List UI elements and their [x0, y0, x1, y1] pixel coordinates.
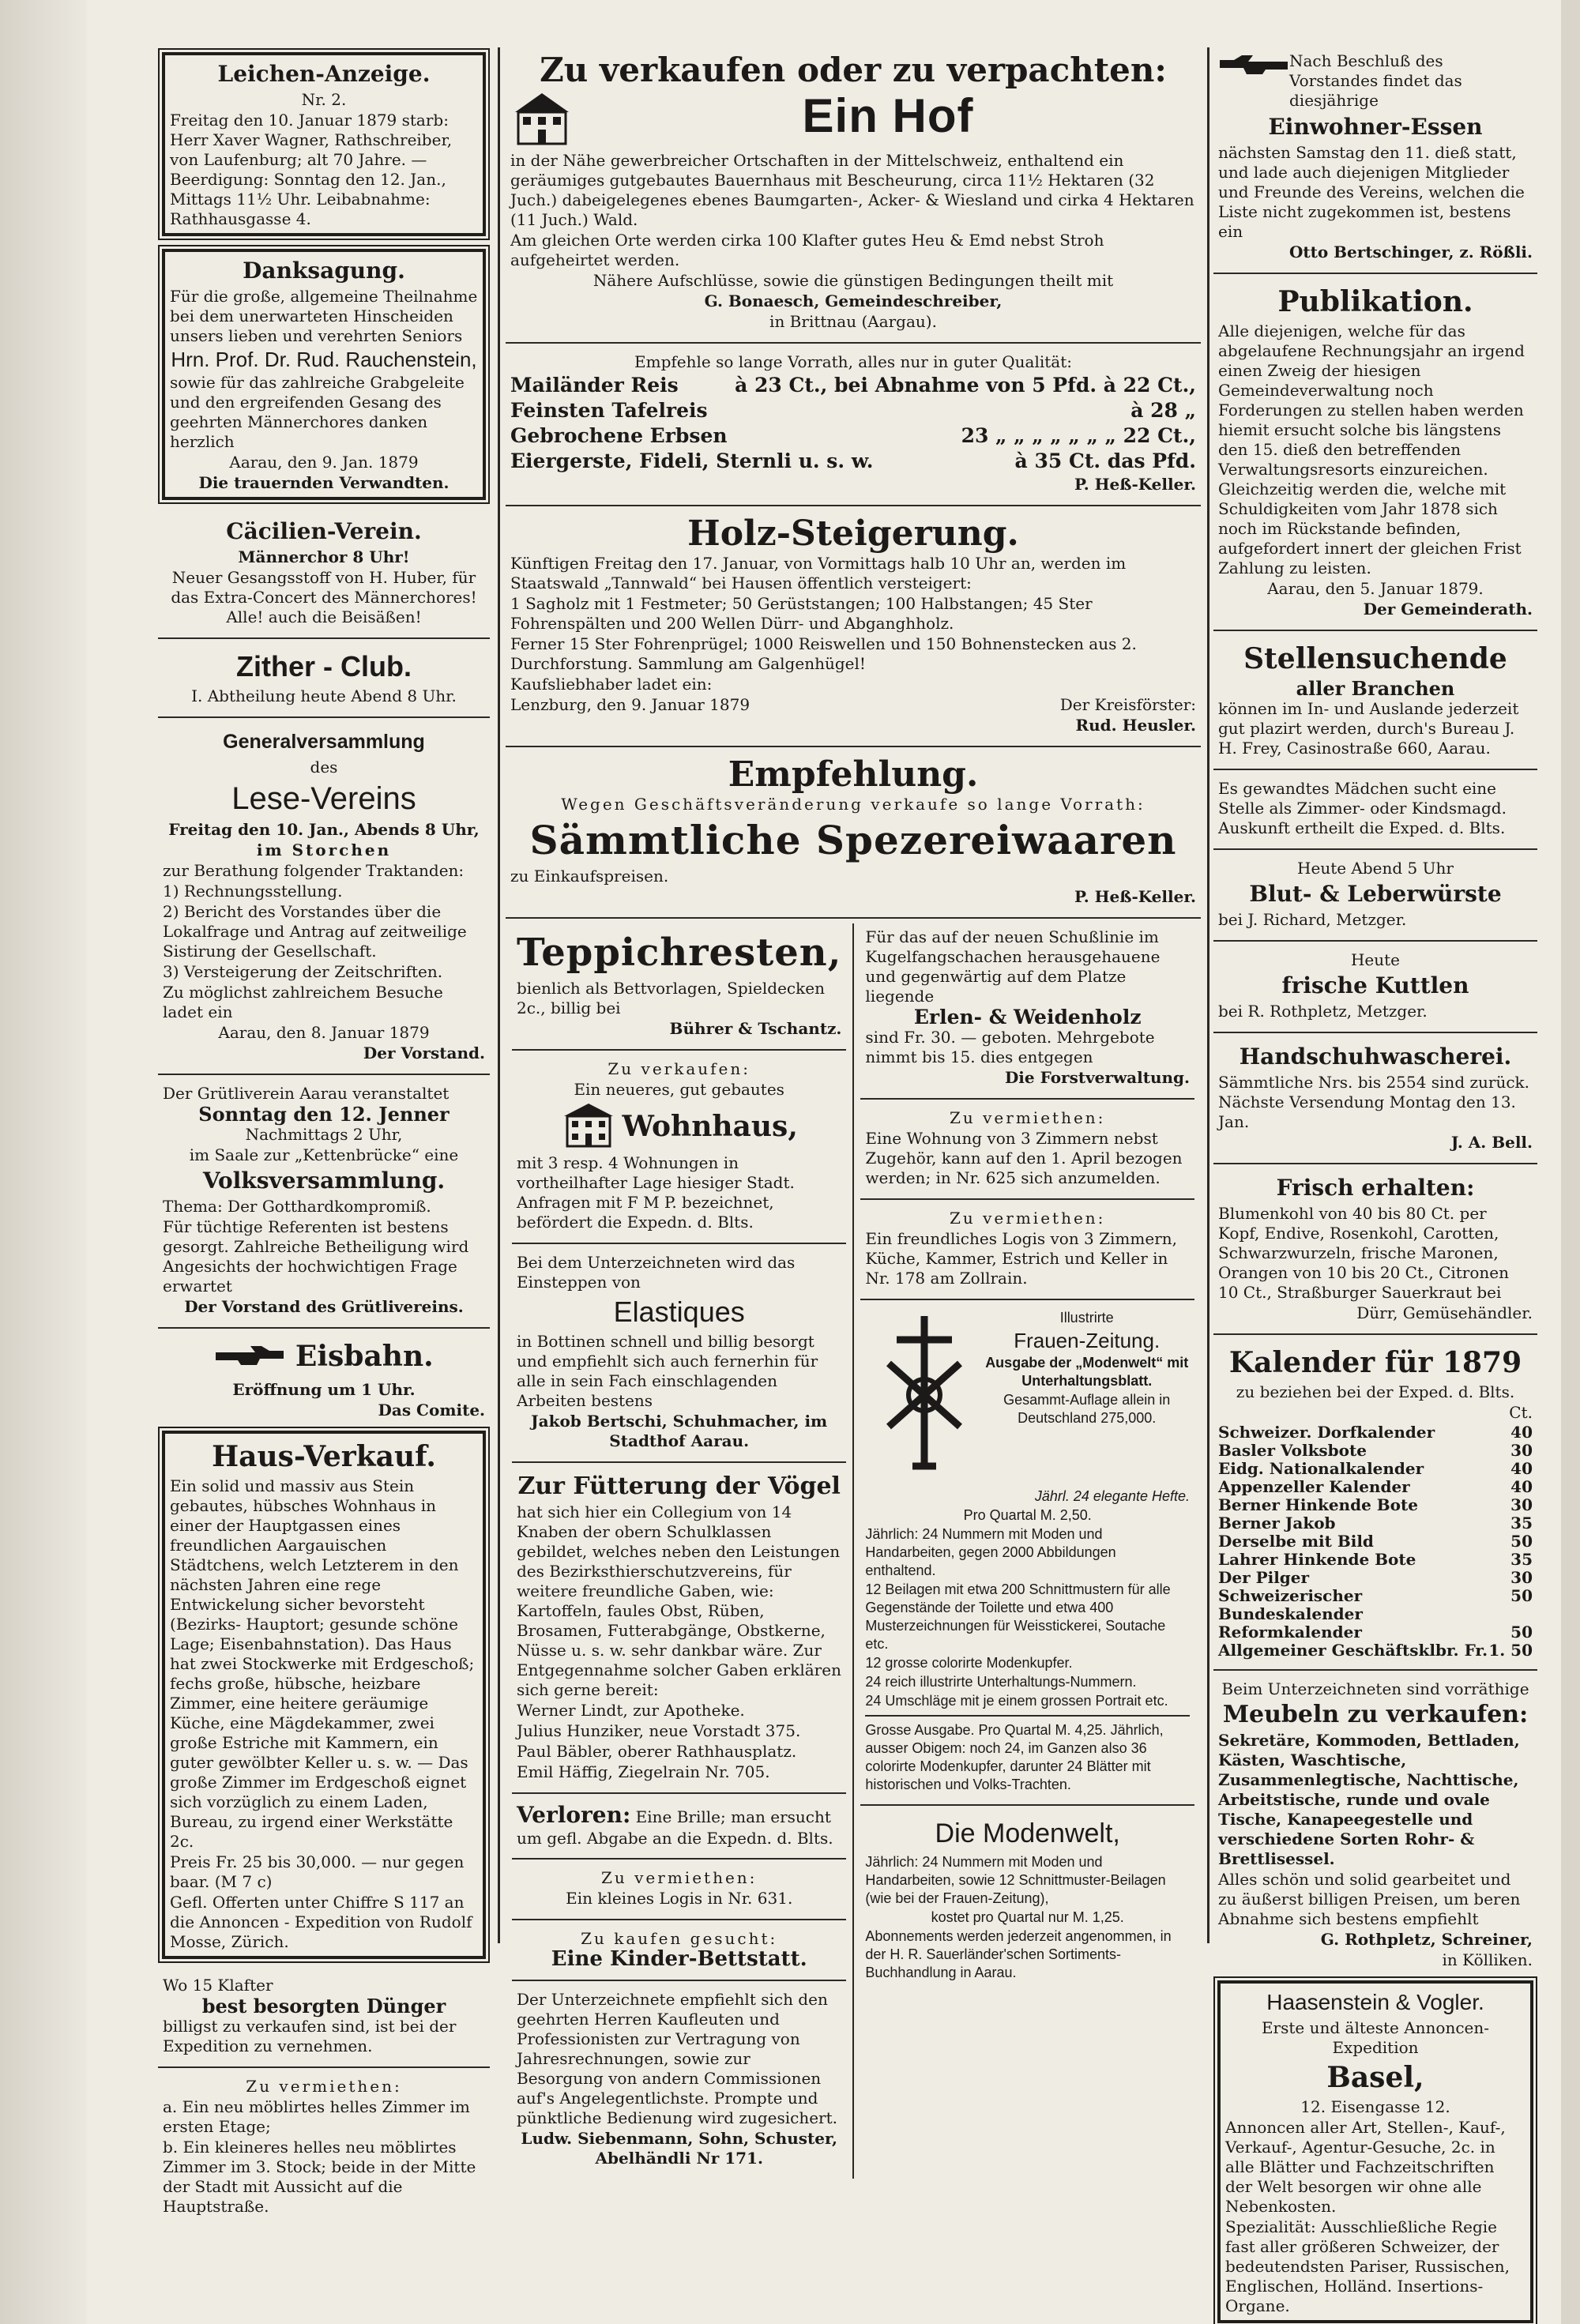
ad-text: bienlich als Bettvorlagen, Spieldecken 2c., billig bei [517, 979, 825, 1017]
divider [512, 1049, 846, 1051]
voegel-fuetterung [512, 1468, 846, 1786]
ad-title: Zu verkaufen oder zu verpachten: [540, 51, 1167, 89]
product-price: à 23 Ct., bei Abnahme von 5 Pfd. à 22 Ct., [735, 374, 1196, 397]
zither-club [158, 644, 490, 710]
publikation [1213, 279, 1537, 623]
ad-signature: Dürr, Gemüsehändler. [1356, 1303, 1533, 1322]
agenda-item: 1) Rechnungsstellung. [163, 882, 343, 901]
ad-title: Publikation. [1277, 285, 1473, 318]
ad-title: Stellensuchende [1243, 642, 1507, 675]
building-icon [561, 1100, 616, 1153]
ad-title: Haasenstein & Vogler. [1266, 1990, 1484, 2014]
ad-text: Jährl. 24 elegante Hefte. [1034, 1488, 1190, 1504]
column-rule [498, 47, 500, 1943]
ad-text: Ein solid und massiv aus Stein gebautes, hübsches Wohnhaus in einer der Hauptgassen eines freundlichen Aargauischen Städtchens, welch Letzterem in den nächsten Jahren eine rege Entwickelung sicher bevorsteht (Bezirks- Hauptort; gesunde schöne Lage; Eisenbahnstation). Das Haus hat zwei Stockwerke mit Erdgeschoß; fechs große, hübsche, heizbare Zimmer, eine heitere geräumige Küche, eine Mägdekammer, zwei große Estriche mit Kammern, ein guter gewölbter Keller u. s. w. — Das große Zimmer im Erdgeschoß eignet sich vorzüglich zu einem Laden, Bureau, zu irgend einer Werkstätte 2c. [170, 1476, 475, 1851]
divider [1213, 1669, 1537, 1671]
ad-signature: bei J. Richard, Metzger. [1218, 910, 1407, 929]
siebenmann [512, 1986, 846, 2172]
reis-angebot [506, 348, 1201, 498]
column-left [158, 47, 490, 2216]
divider [1213, 848, 1537, 850]
holz-steigerung [506, 511, 1201, 739]
caecilien-verein [158, 513, 490, 631]
product-price: à 35 Ct. das Pfd. [1014, 449, 1196, 472]
lese-verein [158, 723, 490, 1067]
column-rule [1207, 47, 1209, 1943]
divider [158, 1327, 490, 1329]
ad-address: 12. Eisengasse 12. [1300, 2097, 1450, 2116]
divider [506, 342, 1201, 344]
pointing-hand-icon [1218, 51, 1289, 84]
ad-text: a. Ein neu möblirtes helles Zimmer im ersten Etage; [163, 2096, 470, 2136]
ad-price: Preis Fr. 25 bis 30,000. — nur gegen baar. (M 7 c) [170, 1852, 465, 1891]
gruetli-verein [158, 1080, 490, 1321]
ad-title: Einwohner-Essen [1268, 114, 1483, 140]
ad-text: Sekretäre, Kommoden, Bettladen, Kästen, Waschtische, Zusammenlegtische, Nachttische, Arbeitstische, runde und ovale Tische, Kanapeegestelle und verschiedene Sorten Rohr- & Brettlisessel. [1218, 1731, 1520, 1868]
item-price: 40 [1510, 1459, 1533, 1478]
ad-signature: Das Comite. [378, 1400, 485, 1420]
ad-title: Frisch erhalten: [1276, 1175, 1475, 1201]
ad-kopf: Zu verkaufen: [608, 1059, 751, 1078]
ad-date: Aarau, den 9. Jan. 1879 [229, 453, 419, 472]
list-item [1218, 1478, 1533, 1496]
ad-subtitle: Männerchor 8 Uhr! [238, 547, 410, 566]
ad-kopf: Heute [1350, 950, 1401, 969]
divider [1213, 1333, 1537, 1335]
ad-date: Aarau, den 8. Januar 1879 [218, 1023, 430, 1042]
ad-text: Kaufsliebhaber ladet ein: [510, 675, 713, 694]
ad-text: Alle diejenigen, welche für das abgelaufene Rechnungsjahr an irgend einen Zweig der hiesigen Gemeindeverwaltung noch Forderungen zu stellen haben werden hiemit ersucht solche bis längstens den 15. dieß den betreffenden Verwaltungsresorts einzureichen. Gleichzeitig werden die, welche mit Schuldigkeiten vom Jahr 1878 sich noch im Rückstande befinden, aufgefordert innert der gleichen Frist Zahlung zu leisten. [1218, 322, 1525, 577]
ad-title: Zu vermiethen: [950, 1108, 1106, 1127]
divider [865, 1715, 1190, 1717]
divider [512, 1919, 846, 1920]
ad-subtitle: aller Branchen [1296, 677, 1455, 700]
ad-text: zu Einkaufspreisen. [510, 867, 669, 886]
agenda-item: 2) Bericht des Vorstandes über die Lokalfrage und Antrag auf zeitweilige Sistirung der Gesellschaft. [163, 902, 467, 961]
pointing-hand-icon [214, 1341, 285, 1377]
ad-title: Empfehlung. [728, 754, 979, 795]
item-name: Lahrer Hinkende Bote [1218, 1550, 1416, 1569]
logis-vermiethen [860, 1205, 1194, 1292]
frauen-zeitung [860, 1305, 1194, 1798]
modenwelt [860, 1811, 1194, 1986]
item-name: Eidg. Nationalkalender [1218, 1459, 1424, 1478]
blutwuerste [1213, 855, 1537, 934]
ad-name: Sämmtliche Spezereiwaaren [529, 817, 1177, 863]
ad-text: Der Grütliverein Aarau veranstaltet [163, 1084, 450, 1103]
ad-city: Basel, [1326, 2061, 1424, 2094]
ad-date: Lenzburg, den 9. Januar 1879 [510, 695, 750, 714]
ad-kopf: Heute Abend 5 Uhr [1297, 859, 1454, 878]
ad-title: Wohnhaus, [622, 1110, 798, 1143]
ad-text: Bei dem Unterzeichneten wird das Einsteppen von [517, 1253, 796, 1292]
ad-title: Frauen-Zeitung. [1014, 1329, 1161, 1352]
list-item [1218, 1587, 1533, 1623]
ad-kopf: Zu kaufen gesucht: [581, 1929, 778, 1948]
item-price: 40 [1510, 1423, 1533, 1442]
stellensuchende [1213, 636, 1537, 762]
ad-text: 24 Umschläge mit je einem grossen Portrait etc. [865, 1693, 1168, 1709]
divider [158, 1074, 490, 1075]
ad-text: Ein freundliches Logis von 3 Zimmern, Küche, Kammer, Estrich und Keller in Nr. 178 am Zollrain. [865, 1229, 1177, 1288]
item-price: 35 [1510, 1514, 1533, 1532]
list-item [1218, 1460, 1533, 1478]
column-right [1213, 47, 1537, 2315]
wohnhaus-verkauf [512, 1055, 846, 1236]
divider [512, 1792, 846, 1794]
ad-text: Wo 15 Klafter [163, 1975, 273, 1995]
ad-text: Nähere Aufschlüsse, sowie die günstigen Bedingungen theilt mit [592, 271, 1114, 290]
ad-title: Haus-Verkauf. [212, 1439, 436, 1473]
ad-text: Gesammt-Auflage allein in Deutschland 275,000. [1003, 1392, 1171, 1426]
ad-title: Kalender für 1879 [1228, 1346, 1522, 1379]
ad-name: Lese-Vereins [231, 781, 416, 816]
empfehlung [506, 752, 1201, 911]
price-row [510, 373, 1196, 398]
wohnung-vermiethen [860, 1104, 1194, 1192]
divider [1213, 769, 1537, 770]
item-name: Berner Jakob [1218, 1514, 1336, 1532]
item-name: Schweizerischer Bundeskalender [1218, 1586, 1363, 1623]
price-unit: Ct. [1509, 1403, 1533, 1422]
divider [860, 1198, 1194, 1200]
monogram-emblem-icon [865, 1308, 984, 1487]
ad-title: Elastiques [613, 1295, 745, 1328]
ad-text: in Bottinen schnell und billig besorgt und empfiehlt sich auch fernerhin für alle in sein Fach einschlagenden Arbeiten bestens [517, 1332, 818, 1410]
list-item [1218, 1423, 1533, 1442]
subcolumn-left [506, 923, 854, 2179]
ad-text: Der Unterzeichnete empfiehlt sich den geehrten Herren Kaufleuten und Professionisten zur Vertragung von Jahresrechnungen, sowie zur Besorgung von andern Commissionen auf's Angelegentlichste. Prompte und pünktliche Bedienung wird zugesichert. [517, 1990, 837, 2127]
ad-text: Jährlich: 24 Nummern mit Moden und Handarbeiten, sowie 12 Schnittmuster-Beilagen (wie bei der Frauen-Zeitung), [865, 1854, 1166, 1906]
item-price: 35 [1510, 1550, 1533, 1569]
danksagung [162, 249, 486, 500]
ad-title: Volksversammlung. [202, 1168, 446, 1194]
ad-signature: P. Heß-Keller. [1074, 475, 1196, 494]
ad-title: Cäcilien-Verein. [226, 518, 422, 544]
agenda-item: 3) Versteigerung der Zeitschriften. [163, 962, 443, 981]
ad-text: Ausgabe der „Modenwelt“ mit Unterhaltungsblatt. [985, 1355, 1189, 1389]
divider [512, 1461, 846, 1463]
kalender-list [1218, 1423, 1533, 1660]
ad-price: Pro Quartal M. 2,50. [963, 1507, 1092, 1523]
ad-subtitle: Erste und älteste Annoncen-Expedition [1261, 2018, 1490, 2057]
ad-signature: J. A. Bell. [1450, 1133, 1533, 1152]
product-name: Mailänder Reis [510, 374, 679, 397]
price-row [510, 398, 1196, 423]
ad-subtitle: zu beziehen bei der Exped. d. Blts. [1236, 1382, 1515, 1401]
ad-signature: Der Vorstand des Grütlivereins. [184, 1297, 464, 1316]
ad-title: Zur Fütterung der Vögel [517, 1472, 841, 1500]
ad-text: sind Fr. 30. — geboten. Mehrgebote nimmt bis 15. dies entgegen [865, 1028, 1155, 1066]
ad-text: zur Berathung folgender Traktanden: [163, 861, 465, 880]
ad-time: Nachmittags 2 Uhr, [245, 1125, 403, 1144]
item-price: 40 [1510, 1477, 1533, 1496]
item-price: 50 [1510, 1586, 1533, 1605]
item-name: Reformkalender [1218, 1623, 1362, 1641]
ad-signature: Otto Bertschinger, z. Rößli. [1288, 243, 1533, 261]
divider [158, 2066, 490, 2068]
ad-text: 24 reich illustrirte Unterhaltungs-Nummern. [865, 1674, 1137, 1690]
product-price: 23 „ „ „ „ „ „ „ 22 Ct., [961, 424, 1196, 447]
ad-text: Künftigen Freitag den 17. Januar, von Vormittags halb 10 Uhr an, werden im Staatswald „Tannwald“ bei Hausen öffentlich versteigert: [510, 554, 1127, 592]
column-middle [506, 47, 1201, 2168]
ad-text: in der Nähe gewerbreicher Ortschaften in der Mittelschweiz, enthaltend ein geräumiges gutgebautes Bauernhaus mit Bescheurung, circa 11½ Hektaren (32 Juch.) dabeigelegenes ebenes Baumgarten-, Acker- & Wiesland und cirka 4 Hektaren (11 Juch.) Wald. [510, 151, 1194, 229]
item-name: Basler Volksbote [1218, 1441, 1367, 1460]
ad-signature: Der Kreisförster: [1059, 695, 1196, 714]
ad-text: nächsten Samstag den 11. dieß statt, und lade auch diejenigen Mitglieder und Freunde des Vereins, welchen die Liste nicht zugekommen ist, bestens ein [1218, 143, 1525, 241]
ad-date: Aarau, den 5. Januar 1879. [1267, 579, 1484, 598]
product-name: Feinsten Tafelreis [510, 399, 708, 422]
ad-number: Nr. 2. [301, 90, 347, 109]
divider [1213, 630, 1537, 631]
product-name: Eiergerste, Fideli, Sternli u. s. w. [510, 449, 874, 472]
ad-text: Jährlich: 24 Nummern mit Moden und Handarbeiten, gegen 2000 Abbildungen enthaltend. [865, 1526, 1116, 1578]
hof-verkauf [506, 47, 1201, 336]
frisch-erhalten [1213, 1169, 1537, 1327]
page-gutter [0, 0, 87, 2324]
list-item [1218, 1496, 1533, 1514]
list-item [1218, 1532, 1533, 1551]
list-item [1218, 1514, 1533, 1532]
ad-text: Zu möglichst zahlreichem Besuche ladet ein [163, 983, 443, 1021]
meubeln [1213, 1675, 1537, 1974]
item-name: Schweizer. Dorfkalender [1218, 1423, 1435, 1442]
divider [506, 917, 1201, 919]
list-item: Paul Bäbler, oberer Rathhausplatz. [517, 1742, 797, 1761]
item-price: 30 [1510, 1568, 1533, 1587]
ad-text: Wegen Geschäftsveränderung verkaufe so lange Vorrath: [561, 795, 1146, 814]
ad-title: Blut- & Leberwürste [1249, 881, 1502, 907]
ad-title: best besorgten Dünger [201, 1994, 446, 2018]
ad-date: Sonntag den 12. Jenner [198, 1103, 450, 1126]
ad-title: Generalversammlung [223, 731, 425, 753]
eisbahn [158, 1333, 490, 1424]
ad-text: Sämmtliche Nrs. bis 2554 sind zurück. Nächste Versendung Montag den 13. Jan. [1218, 1073, 1530, 1131]
item-name: Derselbe mit Bild [1218, 1532, 1374, 1551]
forstverwaltung [860, 923, 1194, 1092]
divider [860, 1299, 1194, 1300]
ad-text: sowie für das zahlreiche Grabgeleite und den ergreifenden Gesang des geehrten Männerchores danken herzlich [170, 373, 465, 451]
ad-place: im Saale zur „Kettenbrücke“ eine [189, 1145, 459, 1164]
list-item [1218, 1551, 1533, 1569]
ad-signature: Die trauernden Verwandten. [198, 473, 450, 492]
ad-text: I. Abtheilung heute Abend 8 Uhr. [191, 686, 457, 705]
ad-price: kostet pro Quartal nur M. 1,25. [931, 1909, 1124, 1925]
item-price: 30 [1510, 1495, 1533, 1514]
divider [506, 746, 1201, 747]
ad-text: Für tüchtige Referenten ist bestens gesorgt. Zahlreiche Betheiligung wird Angesichts der hochwichtigen Frage erwartet [163, 1217, 469, 1295]
list-item [1218, 1569, 1533, 1587]
ad-title: Handschuhwascherei. [1239, 1044, 1512, 1070]
ad-signature: G. Bonaesch, Gemeindeschreiber, [704, 291, 1003, 310]
list-item: Werner Lindt, zur Apotheke. [517, 1701, 745, 1720]
ad-text: Spezialität: Ausschließliche Regie fast aller größeren Schweizer, der bedeutendsten Pariser, Russischen, Englischen, Holländ. Insertions-Organe. [1225, 2217, 1510, 2315]
ad-text: Annoncen aller Art, Stellen-, Kauf-, Verkauf-, Agentur-Gesuche, 2c. in alle Blätter und Fachzeitschriften der Welt besorgen wir ohne alle Nebenkosten. [1225, 2118, 1506, 2216]
ad-text: Eine Wohnung von 3 Zimmern nebst Zugehör, kann auf den 1. April bezogen werden; in Nr. 625 sich anzumelden. [865, 1129, 1183, 1187]
ad-text: 12 Beilagen mit etwa 200 Schnittmustern für alle Gegenstände der Toilette und etwa 400 Musterzeichnungen für Weisstickerei, Soutache etc. [865, 1581, 1171, 1652]
divider [1213, 273, 1537, 274]
ad-signature: Jakob Bertschi, Schuhmacher, im Stadthof Aarau. [531, 1412, 828, 1450]
divider [860, 1098, 1194, 1100]
house-icon [510, 90, 574, 150]
ad-signature: Ludw. Siebenmann, Sohn, Schuster, Abelhändli Nr 171. [521, 2129, 838, 2168]
subcolumn-right [854, 923, 1201, 2179]
ad-text: 1 Sagholz mit 1 Festmeter; 50 Gerüststangen; 100 Halbstangen; 45 Ster Fohrenspälten und 200 Wellen Dürr- und Abganghholz. [510, 594, 1093, 633]
ad-date: Freitag den 10. Jan., Abends 8 Uhr, [168, 820, 480, 839]
ad-title: frische Kuttlen [1281, 972, 1469, 998]
ad-signature: bei R. Rothpletz, Metzger. [1218, 1002, 1428, 1021]
einwohner-essen [1213, 47, 1537, 266]
ad-text: Ein neueres, gut gebautes [574, 1080, 784, 1099]
ad-title: Leichen-Anzeige. [217, 61, 431, 87]
ad-text: Für die große, allgemeine Theilnahme bei dem unerwarteten Hinscheiden unsers lieben und verehrten Seniors [170, 287, 478, 345]
ad-title: Verloren: [517, 1802, 631, 1828]
ad-text: Eine Brille; man ersucht um gefl. Abgabe an die Expedn. d. Blts. [517, 1807, 833, 1848]
ad-kopf: Illustrirte [1059, 1310, 1114, 1326]
divider [158, 637, 490, 639]
item-price: 30 [1510, 1441, 1533, 1460]
page-edge [1561, 0, 1580, 2324]
ad-text: Empfehle so lange Vorrath, alles nur in guter Qualität: [634, 352, 1072, 371]
ad-title: Holz-Steigerung. [687, 513, 1019, 554]
ad-signature: Die Forstverwaltung. [1004, 1068, 1190, 1087]
haasenstein-vogler [1217, 1980, 1533, 2323]
ad-text: Nach Beschluß des Vorstandes findet das diesjährige [1289, 51, 1462, 110]
item-price: 50 [1510, 1623, 1533, 1641]
ad-text: billigst zu verkaufen sind, ist bei der Expedition zu vernehmen. [163, 2016, 457, 2055]
teppichresten [512, 923, 846, 1043]
zimmer-vermiethen [158, 2073, 490, 2221]
ad-text: Gefl. Offerten unter Chiffre S 117 an die Annoncen - Expedition von Rudolf Mosse, Zürich. [170, 1892, 472, 1951]
ad-place: in Kölliken. [1442, 1950, 1533, 1969]
maedchen [1213, 775, 1537, 842]
ad-name: Ein Hof [802, 89, 974, 142]
price-row [510, 449, 1196, 474]
ad-signature: G. Rothpletz, Schreiner, [1320, 1930, 1533, 1949]
ad-title: Erlen- & Weidenholz [913, 1006, 1142, 1029]
kalender [1213, 1340, 1537, 1663]
list-item [1218, 1442, 1533, 1460]
product-price: à 28 „ [1130, 399, 1196, 422]
ad-title: Eisbahn. [295, 1340, 434, 1373]
ad-text: Ferner 15 Ster Fohrenprügel; 1000 Reiswellen und 150 Bohnenstecken aus 2. Durchforstung. Sammlung am Galgenhügel! [510, 634, 1137, 673]
item-name: Appenzeller Kalender [1218, 1477, 1410, 1496]
product-name: Gebrochene Erbsen [510, 424, 728, 447]
ad-text: Ein kleines Logis in Nr. 631. [566, 1889, 793, 1908]
ad-title: Zither - Club. [236, 650, 412, 683]
list-item: Emil Häffig, Ziegelrain Nr. 705. [517, 1762, 770, 1781]
ad-text: Freitag den 10. Januar 1879 starb: Herr Xaver Wagner, Rathschreiber, von Laufenburg; alt 70 Jahre. — Beerdigung: Sonntag den 12. Jan., Mittags 11½ Uhr. Leibabnahme: Rathhausgasse 4. [170, 111, 453, 228]
price-row [510, 423, 1196, 449]
ad-title: Eine Kinder-Bettstatt. [551, 1947, 807, 1971]
ad-signature: Rud. Heusler. [1075, 716, 1196, 735]
divider [512, 1858, 846, 1860]
divider [158, 716, 490, 718]
divider [860, 1804, 1194, 1806]
ad-title: Danksagung. [243, 258, 405, 284]
list-item [1218, 1623, 1533, 1641]
ad-text: Am gleichen Orte werden cirka 100 Klafter gutes Heu & Emd nebst Stroh aufgeheirtet werden. [510, 231, 1104, 269]
item-name: Allgemeiner Geschäftsklbr. Fr. [1218, 1641, 1488, 1660]
ad-text: Neuer Gesangsstoff von H. Huber, für das Extra-Concert des Männerchores! Alle! auch die Beisäßen! [171, 568, 477, 626]
logis-631 [512, 1864, 846, 1912]
ad-title: Die Modenwelt, [935, 1818, 1120, 1848]
ad-signature: Der Vorstand. [363, 1044, 485, 1062]
ad-text: können im In- und Auslande jederzeit gut plazirt werden, durch's Bureau J. H. Frey, Casinostraße 660, Aarau. [1218, 699, 1519, 758]
ad-text: Abonnements werden jederzeit angenommen, in der H. R. Sauerländer'schen Sortiments-Buchhandlung in Aarau. [865, 1928, 1172, 1980]
item-price: 50 [1510, 1532, 1533, 1551]
ad-title: Zu vermiethen: [950, 1209, 1106, 1228]
list-item [1218, 1641, 1533, 1660]
ad-title: Teppichresten, [517, 931, 842, 975]
leichen-anzeige [162, 52, 486, 236]
ad-name: Hrn. Prof. Dr. Rud. Rauchenstein, [171, 348, 477, 371]
handschuhwascherei [1213, 1038, 1537, 1156]
elastiques [512, 1249, 846, 1455]
divider [506, 505, 1201, 506]
ad-text: Alles schön und solid gearbeitet und zu äußerst billigen Preisen, um beren Abnahme sich bestens empfiehlt [1218, 1870, 1521, 1928]
divider [1213, 1163, 1537, 1164]
divider [512, 1980, 846, 1981]
ad-thema: Thema: Der Gotthardkompromiß. [163, 1197, 431, 1216]
ad-place: im Storchen [256, 840, 392, 859]
ad-title: Zu vermiethen: [246, 2076, 402, 2096]
ad-signature: Bührer & Tschantz. [669, 1019, 842, 1038]
divider [1213, 1032, 1537, 1033]
divider [512, 1243, 846, 1244]
list-item: Julius Hunziker, neue Vorstadt 375. [517, 1721, 801, 1740]
ad-text: Für das auf der neuen Schußlinie im Kugelfangschachen herausgehauene und gegenwärtig auf dem Platze liegende [865, 927, 1161, 1006]
ad-text: Blumenkohl von 40 bis 80 Ct. per Kopf, Endive, Rosenkohl, Carotten, Schwarzwurzeln, frische Maronen, Orangen von 10 bis 20 Ct., Citronen 10 Ct., Straßburger Sauerkraut bei [1218, 1204, 1509, 1302]
kinder-bettstatt [512, 1925, 846, 1973]
ad-title: Zu vermiethen: [601, 1868, 758, 1887]
ad-place: in Brittnau (Aargau). [769, 312, 937, 331]
item-name: Der Pilger [1218, 1568, 1310, 1587]
ad-signature: Der Gemeinderath. [1363, 600, 1533, 619]
item-name: Berner Hinkende Bote [1218, 1495, 1418, 1514]
verloren [512, 1799, 846, 1852]
ad-text: hat sich hier ein Collegium von 14 Knaben der obern Schulklassen gebildet, welches neben den Leistungen des Bezirksthierschutzvereins, für weitere freundliche Gaben, wie: Kartoffeln, faules Obst, Rüben, Brosamen, Futterabgänge, Obstkerne, Nüsse u. s. w. sehr dankbar wäre. Zur Entgegennahme solcher Gaben erklären sich gerne bereit: [517, 1502, 841, 1699]
ad-text: Grosse Ausgabe. Pro Quartal M. 4,25. Jährlich, ausser Obigem: noch 24, im Ganzen also 36 colorirte Modenkupfer, darunter 24 Blätter mit historischen und Volks-Trachten. [865, 1722, 1164, 1792]
item-price: 1. 50 [1488, 1641, 1533, 1660]
kuttlen [1213, 946, 1537, 1025]
ad-text: Eröffnung um 1 Uhr. [232, 1379, 416, 1399]
ad-text: Es gewandtes Mädchen sucht eine Stelle als Zimmer- oder Kindsmagd. Auskunft ertheilt die Exped. d. Blts. [1218, 779, 1507, 837]
ad-text: mit 3 resp. 4 Wohnungen in vortheilhafter Lage hiesiger Stadt. Anfragen mit F M P. bezeichnet, befördert die Expedn. d. Blts. [517, 1153, 795, 1232]
ad-text: b. Ein kleineres helles neu möblirtes Zimmer im 3. Stock; beide in der Mitte der Stadt mit Aussicht auf die Hauptstraße. [163, 2137, 476, 2216]
divider [1213, 940, 1537, 942]
ad-signature: P. Heß-Keller. [1074, 887, 1196, 906]
ad-title: Meubeln zu verkaufen: [1222, 1701, 1529, 1728]
two-column-section [506, 923, 1201, 2179]
haus-verkauf [162, 1431, 486, 1959]
ad-kopf: Beim Unterzeichneten sind vorräthige [1221, 1679, 1529, 1698]
ad-text: 12 grosse colorirte Modenkupfer. [865, 1655, 1073, 1671]
ad-text: des [310, 758, 338, 777]
duenger [158, 1972, 490, 2060]
